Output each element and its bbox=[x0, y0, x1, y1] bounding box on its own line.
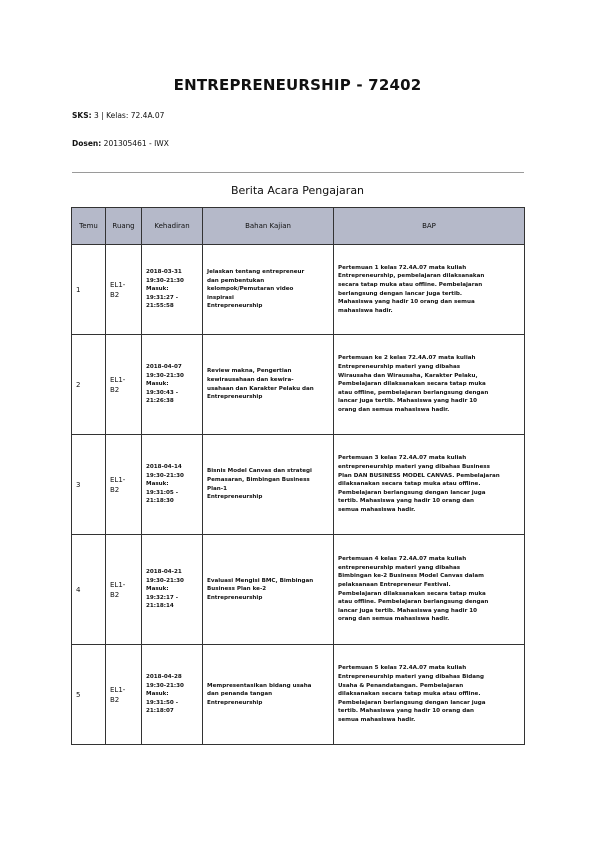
table-row bbox=[72, 245, 525, 335]
table-row bbox=[72, 435, 525, 535]
sks-value: 3 | Kelas: 72.4A.07 bbox=[94, 111, 165, 120]
table-row bbox=[72, 535, 525, 645]
cell-kehadiran: 2018-04-07 19:30-21:30 Masuk: 19:30:43 - 21:26:38 bbox=[142, 335, 203, 435]
cell-ruang: EL1- B2 bbox=[106, 245, 142, 335]
cell-bahan-kajian: Jelaskan tentang entrepreneur dan pembentukan kelompok/Pemutaran video inspirasi Entrepreneurship bbox=[203, 245, 334, 335]
bap-table bbox=[71, 207, 525, 745]
dosen-value: 201305461 - IWX bbox=[103, 139, 169, 148]
table-row bbox=[72, 335, 525, 435]
cell-temu: 3 bbox=[72, 435, 106, 535]
section-title: Berita Acara Pengajaran bbox=[230, 184, 365, 197]
cell-kehadiran: 2018-04-21 19:30-21:30 Masuk: 19:32:17 - 21:18:14 bbox=[142, 535, 203, 645]
cell-bap: Pertemuan 3 kelas 72.4A.07 mata kuliah entrepreneurship materi yang dibahas Business Plan DAN BUSINESS MODEL CANVAS. Pembelajaran dilaksanakan secara tatap muka atau offline. Pembelajaran berlangsung dengan lancar juga tertib. Mahasiswa yang hadir 10 orang dan semua mahasiswa hadir. bbox=[334, 435, 525, 535]
cell-ruang: EL1- B2 bbox=[106, 645, 142, 745]
cell-bahan-kajian: Bisnis Model Canvas dan strategi Pemasaran, Bimbingan Business Plan-1 Entrepreneurship bbox=[203, 435, 334, 535]
cell-temu: 4 bbox=[72, 535, 106, 645]
cell-ruang: EL1- B2 bbox=[106, 435, 142, 535]
cell-temu: 1 bbox=[72, 245, 106, 335]
cell-bahan-kajian: Review makna, Pengertian kewirausahaan dan kewira- usahaan dan Karakter Pelaku dan Entrepreneurship bbox=[203, 335, 334, 435]
header-bap: BAP bbox=[334, 208, 525, 245]
cell-ruang: EL1- B2 bbox=[106, 335, 142, 435]
divider bbox=[72, 172, 524, 173]
cell-ruang: EL1- B2 bbox=[106, 535, 142, 645]
table-header-row bbox=[72, 208, 525, 245]
dosen-label: Dosen: bbox=[72, 139, 102, 148]
table-row bbox=[72, 645, 525, 745]
cell-bahan-kajian: Mempresentasikan bidang usaha dan penanda tangan Entrepreneurship bbox=[203, 645, 334, 745]
cell-kehadiran: 2018-04-14 19:30-21:30 Masuk: 19:31:05 - 21:18:30 bbox=[142, 435, 203, 535]
header-bahan-kajian: Bahan Kajian bbox=[203, 208, 334, 245]
header-temu: Temu bbox=[72, 208, 106, 245]
header-ruang: Ruang bbox=[106, 208, 142, 245]
cell-kehadiran: 2018-03-31 19:30-21:30 Masuk: 19:31:27 - 21:55:58 bbox=[142, 245, 203, 335]
dosen-line bbox=[72, 139, 169, 148]
cell-temu: 5 bbox=[72, 645, 106, 745]
cell-bap: Pertemuan 1 kelas 72.4A.07 mata kuliah Entrepreneurship, pembelajaran dilaksanakan secara tatap muka atau offline. Pembelajaran berlangsung dengan lancar juga tertib. Mahasiswa yang hadir 10 orang dan semua mahasiswa hadir. bbox=[334, 245, 525, 335]
cell-temu: 2 bbox=[72, 335, 106, 435]
document-title: ENTREPRENEURSHIP - 72402 bbox=[173, 76, 422, 94]
sks-kelas-line bbox=[72, 111, 164, 120]
cell-bap: Pertemuan 4 kelas 72.4A.07 mata kuliah entrepreneurship materi yang dibahas Bimbingan ke-2 Business Model Canvas dalam pelaksanaan Entrepreneur Festival. Pembelajaran dilaksanakan secara tatap muka atau offline. Pembelajaran berlangsung dengan lancar juga tertib. Mahasiswa yang hadir 10 orang dan semua mahasiswa hadir. bbox=[334, 535, 525, 645]
header-kehadiran: Kehadiran bbox=[142, 208, 203, 245]
cell-bap: Pertemuan ke 2 kelas 72.4A.07 mata kuliah Entrepreneurship materi yang dibahas Wirausaha dan Wirausaha, Karakter Pelaku, Pembelajaran dilaksanakan secara tatap muka atau offline, pembelajaran berlangsung dengan lancar juga tertib. Mahasiswa yang hadir 10 orang dan semua mahasiswa hadir. bbox=[334, 335, 525, 435]
cell-bap: Pertemuan 5 kelas 72.4A.07 mata kuliah Entrepreneurship materi yang dibahas Bidang Usaha & Penandatangan. Pembelajaran dilaksanakan secara tatap muka atau offline. Pembelajaran berlangsung dengan lancar juga tertib. Mahasiswa yang hadir 10 orang dan semua mahasiswa hadir. bbox=[334, 645, 525, 745]
sks-label: SKS: bbox=[72, 111, 92, 120]
cell-kehadiran: 2018-04-28 19:30-21:30 Masuk: 19:31:50 - 21:18:07 bbox=[142, 645, 203, 745]
cell-bahan-kajian: Evaluasi Mengisi BMC, Bimbingan Business Plan ke-2 Entrepreneurship bbox=[203, 535, 334, 645]
